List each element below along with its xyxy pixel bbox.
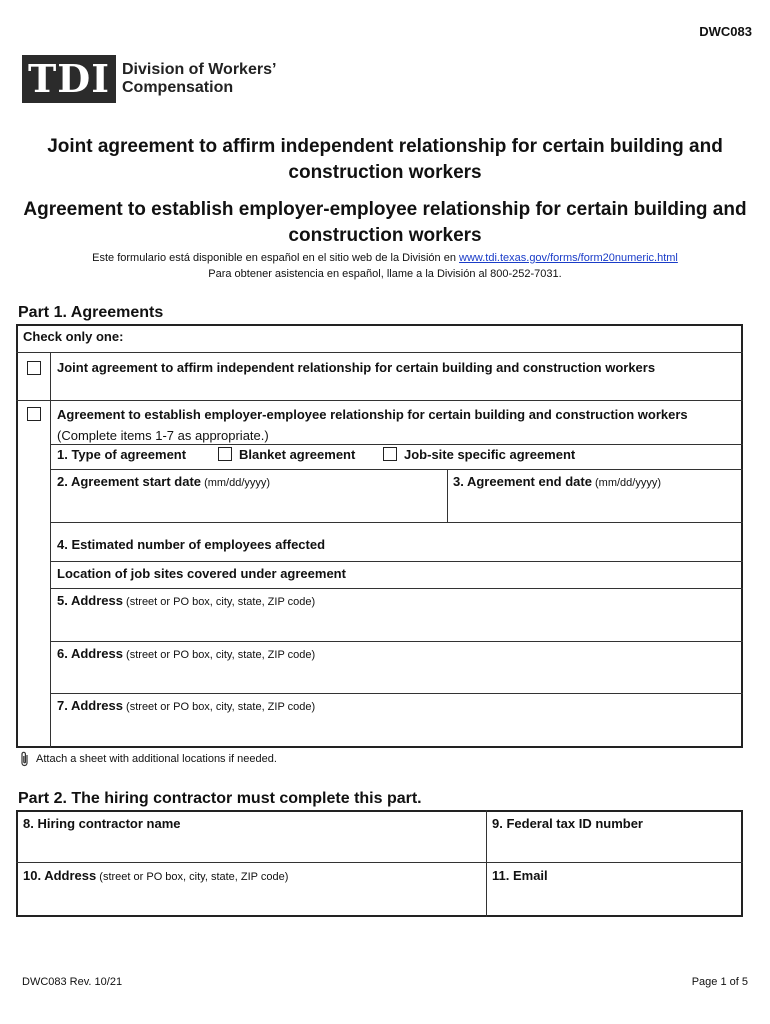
blanket-label: Blanket agreement bbox=[239, 447, 356, 462]
contractor-address-hint: (street or PO box, city, state, ZIP code) bbox=[96, 871, 289, 883]
location-label: Location of job sites covered under agreement bbox=[57, 566, 346, 581]
paperclip-icon bbox=[20, 751, 30, 772]
address5-field[interactable] bbox=[57, 593, 315, 608]
address5-hint: (street or PO box, city, state, ZIP code) bbox=[123, 596, 316, 608]
part1-heading: Part 1. Agreements bbox=[18, 304, 164, 321]
address5-label: 5. Address bbox=[57, 593, 123, 608]
blanket-checkbox[interactable] bbox=[218, 447, 232, 461]
part1-table bbox=[16, 324, 743, 748]
start-date-hint: (mm/dd/yyyy) bbox=[201, 477, 271, 489]
start-date-field[interactable] bbox=[57, 474, 270, 489]
address6-field[interactable] bbox=[57, 646, 315, 661]
logo-line2: Compensation bbox=[122, 79, 234, 96]
address6-hint: (street or PO box, city, state, ZIP code) bbox=[123, 649, 316, 661]
divider bbox=[16, 400, 743, 401]
page-number: Page 1 of 5 bbox=[691, 976, 748, 988]
notice-phone: Para obtener asistencia en español, llame a la División al 800-252-7031. bbox=[208, 268, 562, 280]
form-code: DWC083 bbox=[699, 24, 752, 39]
notice-text: Este formulario está disponible en español en el sitio web de la División en bbox=[92, 252, 460, 264]
end-date-hint: (mm/dd/yyyy) bbox=[591, 477, 662, 489]
address7-hint: (street or PO box, city, state, ZIP code) bbox=[123, 701, 316, 713]
title-joint-agreement: Joint agreement to affirm independent relationship for certain building and construction workers bbox=[47, 136, 723, 183]
divider bbox=[50, 444, 743, 445]
divider bbox=[50, 693, 743, 694]
divider bbox=[50, 588, 743, 589]
email-field[interactable]: 11. Email bbox=[492, 868, 548, 883]
divider bbox=[50, 641, 743, 642]
contractor-address-label: 10. Address bbox=[23, 868, 97, 883]
end-date-field[interactable] bbox=[453, 474, 661, 489]
address6-label: 6. Address bbox=[57, 646, 123, 661]
divider bbox=[50, 352, 51, 748]
logo-mark: TDI bbox=[22, 55, 116, 103]
divider bbox=[16, 862, 743, 863]
end-date-label: 3. Agreement end date bbox=[453, 474, 592, 489]
divider bbox=[50, 522, 743, 523]
option-employer-text: Agreement to establish employer-employee relationship for certain building and construction workers bbox=[57, 407, 688, 422]
option-joint-agreement: Joint agreement to affirm independent relationship for certain building and construction workers bbox=[57, 360, 656, 375]
hiring-contractor-name-field[interactable]: 8. Hiring contractor name bbox=[23, 816, 181, 831]
employees-field[interactable]: 4. Estimated number of employees affected bbox=[57, 537, 326, 552]
forms-link[interactable]: www.tdi.texas.gov/forms/form20numeric.html bbox=[459, 252, 678, 264]
option-employer-agreement bbox=[57, 404, 737, 446]
divider bbox=[50, 469, 743, 470]
logo-line1: Division of Workers’ bbox=[122, 61, 277, 78]
joint-agreement-checkbox[interactable] bbox=[27, 361, 41, 375]
address7-label: 7. Address bbox=[57, 698, 123, 713]
contractor-address-field[interactable] bbox=[23, 868, 288, 883]
check-only-label: Check only one: bbox=[23, 329, 124, 344]
tdi-logo bbox=[22, 55, 276, 103]
title-employer-agreement: Agreement to establish employer-employee relationship for certain building and construction workers bbox=[23, 199, 747, 246]
employer-agreement-checkbox[interactable] bbox=[27, 407, 41, 421]
spanish-notice bbox=[20, 250, 750, 282]
attach-note: Attach a sheet with additional locations if needed. bbox=[36, 753, 277, 765]
option-employer-note: (Complete items 1-7 as appropriate.) bbox=[57, 428, 269, 443]
federal-tax-id-field[interactable]: 9. Federal tax ID number bbox=[492, 816, 643, 831]
divider bbox=[486, 810, 487, 917]
start-date-label: 2. Agreement start date bbox=[57, 474, 202, 489]
logo-text bbox=[122, 61, 276, 97]
jobsite-label: Job-site specific agreement bbox=[404, 447, 576, 462]
revision-label: DWC083 Rev. 10/21 bbox=[22, 976, 123, 988]
part2-heading: Part 2. The hiring contractor must complete this part. bbox=[18, 790, 422, 807]
jobsite-checkbox[interactable] bbox=[383, 447, 397, 461]
type-of-agreement-label: 1. Type of agreement bbox=[57, 447, 187, 462]
address7-field[interactable] bbox=[57, 698, 315, 713]
divider bbox=[16, 352, 743, 353]
divider bbox=[447, 469, 448, 522]
divider bbox=[50, 561, 743, 562]
